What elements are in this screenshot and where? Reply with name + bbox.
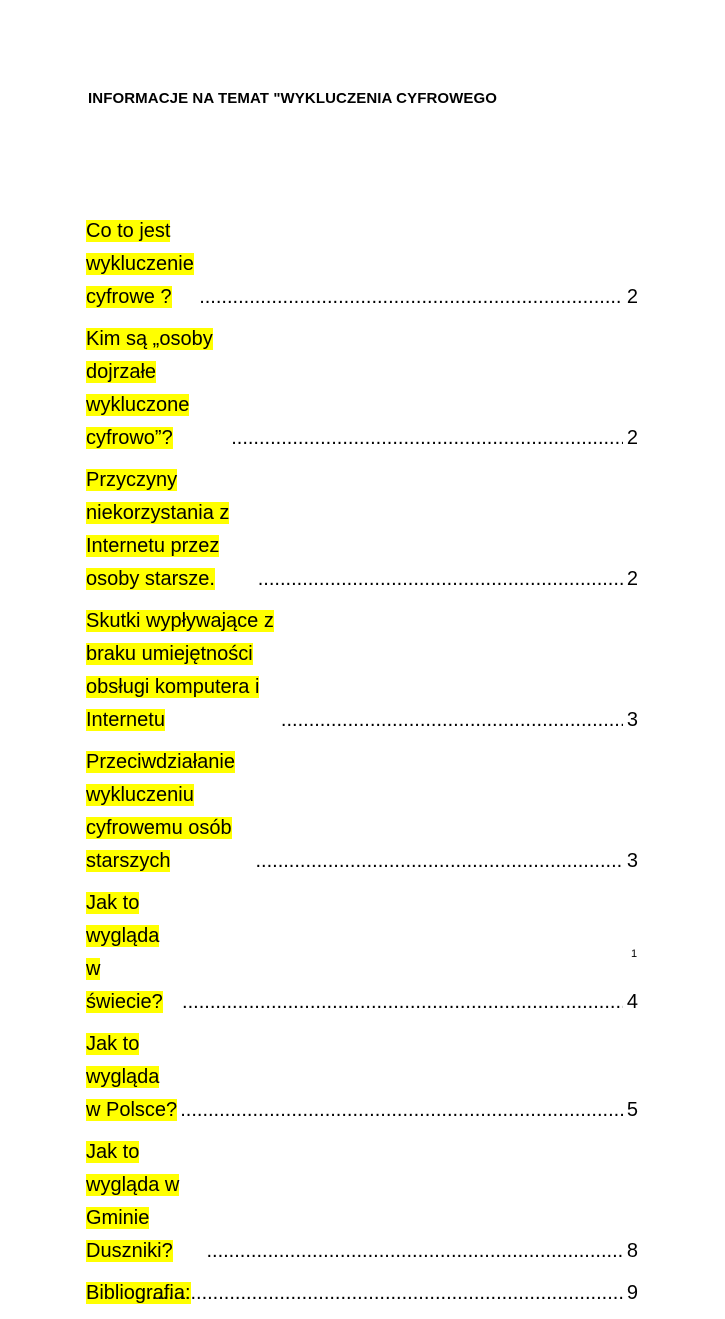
table-of-contents xyxy=(86,215,638,1319)
toc-dot-leader xyxy=(206,1235,622,1268)
toc-entry[interactable] xyxy=(86,464,638,596)
toc-entry-page: 3 xyxy=(626,709,638,731)
toc-entry-title: Jak to wygląda w Gminie Duszniki? xyxy=(86,1141,180,1262)
toc-entry-title: Przyczyny niekorzystania z Internetu przez osoby starsze. xyxy=(86,469,230,590)
page-number: 1 xyxy=(631,948,638,960)
toc-entry-page: 9 xyxy=(626,1282,638,1304)
toc-entry[interactable] xyxy=(86,1136,638,1268)
toc-entry[interactable] xyxy=(86,1277,638,1310)
toc-entry-title: Jak to wygląda w świecie? xyxy=(86,892,163,1013)
toc-entry-page: 4 xyxy=(626,991,638,1013)
toc-dot-leader xyxy=(255,845,622,878)
toc-entry-page: 8 xyxy=(626,1240,638,1262)
toc-dot-leader xyxy=(135,1277,623,1310)
toc-entry[interactable] xyxy=(86,1028,638,1127)
toc-entry-title: Jak to wygląda w Polsce? xyxy=(86,1033,178,1121)
toc-entry-title: Co to jest wykluczenie cyfrowe ? xyxy=(86,220,194,308)
toc-entry[interactable] xyxy=(86,746,638,878)
toc-dot-leader xyxy=(231,422,623,455)
toc-dot-leader xyxy=(199,281,623,314)
toc-entry[interactable] xyxy=(86,887,638,1019)
toc-entry-page: 2 xyxy=(626,286,638,308)
toc-entry[interactable] xyxy=(86,605,638,737)
toc-entry-page: 2 xyxy=(626,568,638,590)
toc-entry-title: Kim są „osoby dojrzałe wykluczone cyfrowo”? xyxy=(86,328,213,449)
toc-entry-page: 3 xyxy=(626,850,638,872)
toc-entry[interactable] xyxy=(86,215,638,314)
toc-entry-page: 5 xyxy=(626,1099,638,1121)
toc-entry-title: Bibliografia: xyxy=(86,1282,191,1304)
document-title: INFORMACJE NA TEMAT "WYKLUCZENIA CYFROWEGO xyxy=(88,90,498,107)
toc-dot-leader xyxy=(281,704,623,737)
toc-dot-leader xyxy=(258,563,623,596)
toc-entry-title: Skutki wypływające z braku umiejętności obsługi komputera i Internetu xyxy=(86,610,274,731)
toc-entry-page: 2 xyxy=(626,427,638,449)
toc-entry[interactable] xyxy=(86,323,638,455)
toc-entry-title: Przeciwdziałanie wykluczeniu cyfrowemu osób starszych xyxy=(86,751,235,872)
toc-dot-leader xyxy=(182,986,623,1019)
toc-dot-leader xyxy=(180,1094,623,1127)
